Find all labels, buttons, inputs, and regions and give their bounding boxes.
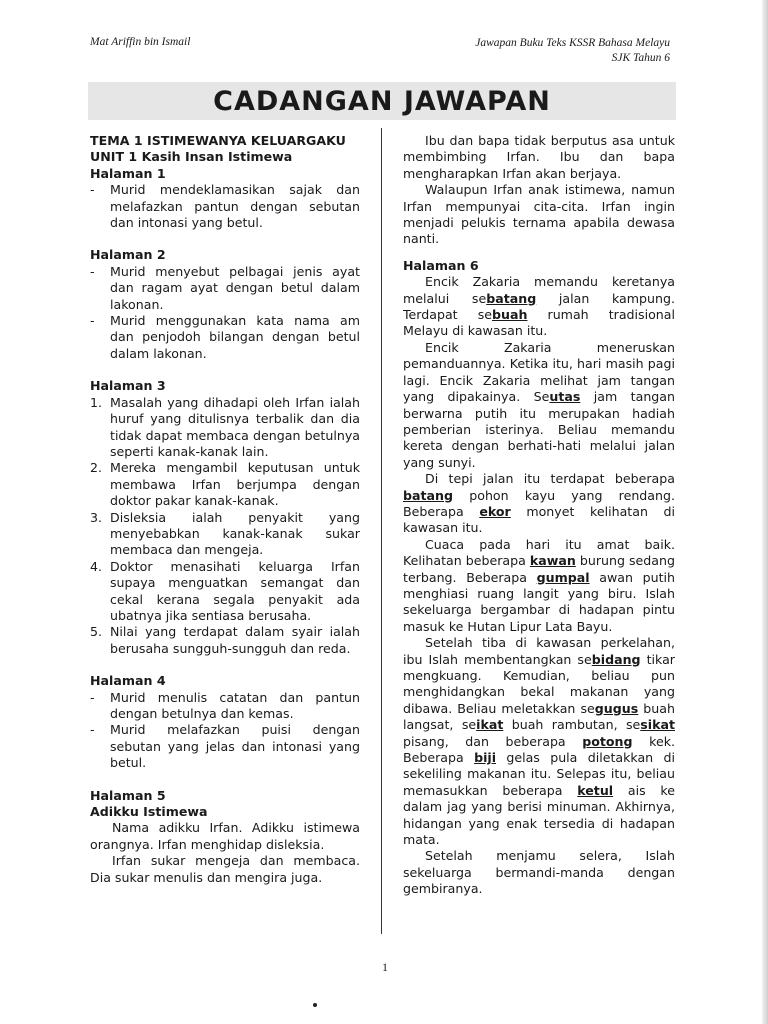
underlined-word: potong	[582, 733, 633, 749]
list-item: - Murid mendeklamasikan sajak dan melafazkan pantun dengan sebutan dan intonasi yang betul.	[90, 182, 360, 231]
story-paragraph: Cuaca pada hari itu amat baik. Kelihatan beberapa kawan burung sedang terbang. Beberapa gumpal awan putih menghiasi ruang langit yang biru. Islah sekeluarga bergambar di hadapan pintu masuk ke Hutan Lipur Lata Bayu.	[403, 536, 675, 634]
underlined-word: ikat	[476, 717, 504, 733]
section-title-halaman-3: Halaman 3	[90, 378, 166, 394]
section-title-halaman-2: Halaman 2	[90, 247, 166, 263]
underlined-word: utas	[549, 389, 581, 405]
underlined-word: kawan	[529, 553, 576, 569]
page-number: 1	[382, 960, 388, 974]
list-item: 5. Nilai yang terdapat dalam syair ialah berusaha sungguh-sungguh dan reda.	[90, 624, 360, 656]
page-title-banner: CADANGAN JAWAPAN	[88, 82, 676, 120]
essay-title: Adikku Istimewa	[90, 804, 208, 820]
header-book-info	[475, 36, 670, 66]
underlined-word: ketul	[577, 782, 614, 798]
list-item: - Murid menyebut pelbagai jenis ayat dan ragam ayat dengan betul dalam lakonan.	[90, 263, 360, 312]
underlined-word: gugus	[594, 700, 639, 716]
left-column	[90, 133, 360, 886]
story-paragraph: Setelah menjamu selera, Islah sekeluarga bermandi-manda dengan gembiranya.	[403, 848, 675, 897]
underlined-word: ekor	[479, 503, 511, 519]
list-item: - Murid menulis catatan dan pantun dengan betulnya dan kemas.	[90, 689, 360, 721]
list-item: 3. Disleksia ialah penyakit yang menyebabkan kanak-kanak sukar membaca dan mengeja.	[90, 509, 360, 558]
right-column	[403, 133, 675, 898]
section-title-halaman-5: Halaman 5	[90, 787, 166, 803]
column-divider	[381, 128, 382, 934]
header-book-level: SJK Tahun 6	[611, 52, 670, 64]
underlined-word: bidang	[591, 651, 641, 667]
underlined-word: batang	[403, 487, 454, 503]
story-paragraph: Setelah tiba di kawasan perkelahan, ibu Islah membentangkan sebidang tikar mengkuang. Kemudian, beliau pun menghidangkan bekal makanan yang dibawa. Beliau meletakkan segugus buah langsat, seikat buah rambutan, sesikat pisang, dan beberapa potong kek. Beberapa biji gelas pula diletakkan di sekeliling makanan itu. Selepas itu, beliau memasukkan beberapa ketul ais ke dalam jag yang berisi minuman. Akhirnya, hidangan yang enak tersedia di hadapan mata.	[403, 635, 675, 848]
list-item: - Murid menggunakan kata nama am dan penjodoh bilangan dengan betul dalam lakonan.	[90, 313, 360, 361]
underlined-word: gumpal	[536, 569, 590, 585]
story-paragraph: Encik Zakaria memandu keretanya melalui sebatang jalan kampung. Terdapat sebuah rumah tradisional Melayu di kawasan itu.	[403, 274, 675, 339]
scan-speck	[313, 1003, 317, 1007]
underlined-word: biji	[474, 750, 497, 766]
underlined-word: sikat	[640, 717, 675, 733]
unit-heading: UNIT 1 Kasih Insan Istimewa	[90, 149, 293, 165]
underlined-word: buah	[492, 307, 528, 323]
page-edge-shadow	[762, 0, 768, 1024]
header-author: Mat Ariffin bin Ismail	[90, 36, 191, 48]
story-paragraph: Di tepi jalan itu terdapat beberapa batang pohon kayu yang rendang. Beberapa ekor monyet kelihatan di kawasan itu.	[403, 471, 675, 536]
header-book-title: Jawapan Buku Teks KSSR Bahasa Melayu	[475, 37, 670, 49]
list-item: 2. Mereka mengambil keputusan untuk membawa Irfan berjumpa dengan doktor pakar kanak-kanak.	[90, 460, 360, 509]
essay-paragraph: Ibu dan bapa tidak berputus asa untuk membimbing Irfan. Ibu dan bapa mengharapkan Irfan akan berjaya.	[403, 133, 675, 181]
story-paragraph: Encik Zakaria meneruskan pemanduannya. Ketika itu, hari masih pagi lagi. Encik Zakaria melihat jam tangan yang dipakainya. Seutas jam tangan berwarna putih itu merupakan hadiah pemberian isterinya. Beliau memandu kereta dengan berhati-hati melalui jalan yang sunyi.	[403, 339, 675, 470]
list-item: - Murid melafazkan puisi dengan sebutan yang jelas dan intonasi yang betul.	[90, 722, 360, 771]
section-title-halaman-6: Halaman 6	[403, 257, 479, 273]
essay-paragraph: Irfan sukar mengeja dan membaca. Dia sukar menulis dan mengira juga.	[90, 853, 360, 885]
underlined-word: batang	[486, 290, 537, 306]
essay-paragraph: Nama adikku Irfan. Adikku istimewa orangnya. Irfan menghidap disleksia.	[90, 820, 360, 852]
section-title-halaman-1: Halaman 1	[90, 165, 166, 181]
list-item: 4. Doktor menasihati keluarga Irfan supaya menguatkan semangat dan cekal kerana segala penyakit ada ubatnya jika sentiasa berusaha.	[90, 558, 360, 623]
essay-paragraph: Walaupun Irfan anak istimewa, namun Irfan mempunyai cita-cita. Irfan ingin menjadi pelukis ternama apabila dewasa nanti.	[403, 182, 675, 247]
list-item: 1. Masalah yang dihadapi oleh Irfan ialah huruf yang ditulisnya terbalik dan dia tidak dapat membaca dengan betulnya seperti kanak-kanak lain.	[90, 394, 360, 459]
section-title-halaman-4: Halaman 4	[90, 673, 166, 689]
tema-heading: TEMA 1 ISTIMEWANYA KELUARGAKU	[90, 133, 346, 148]
